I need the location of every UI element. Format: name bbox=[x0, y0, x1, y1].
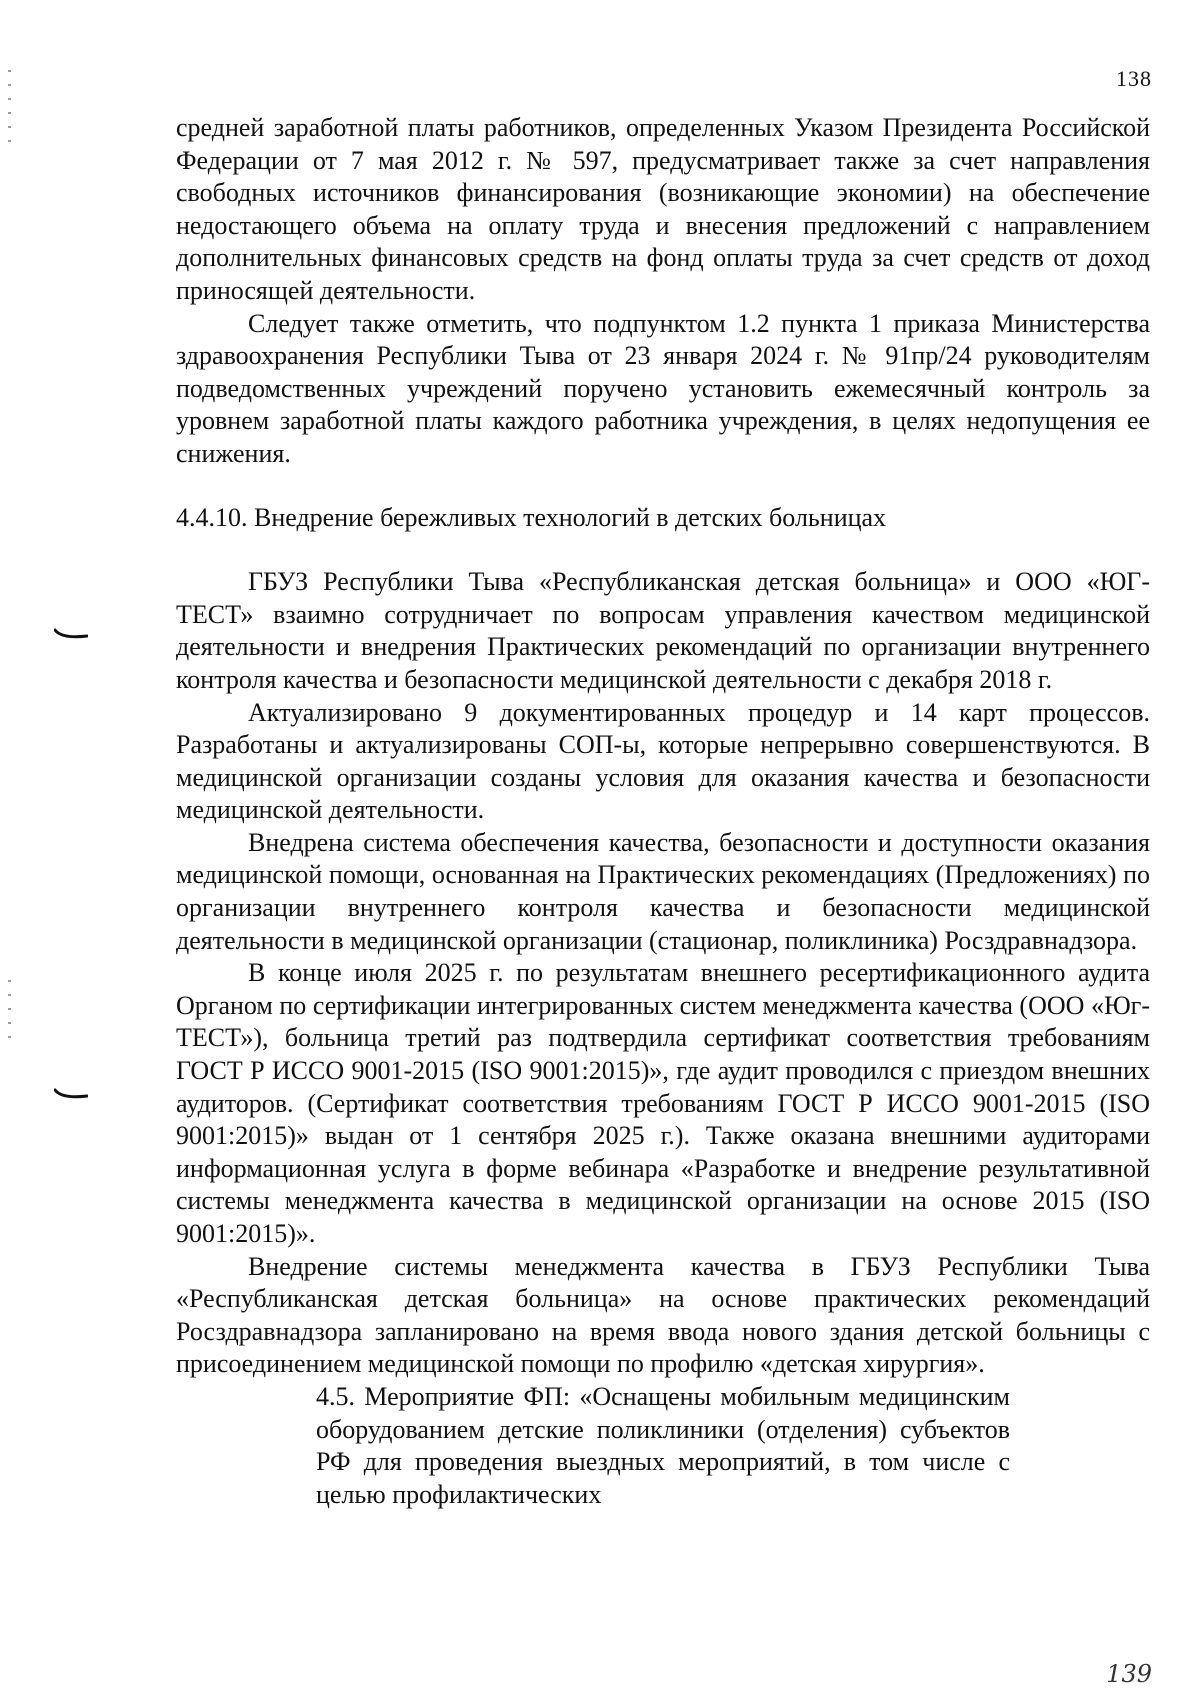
paragraph: Актуализировано 9 документированных процедур и 14 карт процессов. Разработаны и актуализированы СОП-ы, которые непрерывно совершенствуются. В медицинской организации созданы условия для оказания качества и безопасности медицинской деятельности. bbox=[176, 697, 1150, 825]
section-heading: 4.5. Мероприятие ФП: «Оснащены мобильным медицинским оборудованием детские поликлиники (отделения) субъектов РФ для проведения выездных мероприятий, в том числе с целью профилактических bbox=[316, 1381, 1010, 1509]
paragraph: Следует также отметить, что подпунктом 1.2 пункта 1 приказа Министерства здравоохранения Республики Тыва от 23 января 2024 г. № 91пр/24 руководителям подведомственных учреждений поручено установить ежемесячный контроль за уровнем заработной платы каждого работника учреждения, в целях недопущения ее снижения. bbox=[176, 308, 1150, 468]
margin-check-mark bbox=[54, 1088, 88, 1100]
paragraph: ГБУЗ Республики Тыва «Республиканская детская больница» и ООО «ЮГ-ТЕСТ» взаимно сотрудничает по вопросам управления качеством медицинской деятельности и внедрения Практических рекомендаций по организации внутреннего контроля качества и безопасности медицинской деятельности с декабря 2018 г. bbox=[176, 567, 1150, 694]
margin-check-mark bbox=[54, 628, 88, 640]
scan-edge-marks bbox=[8, 980, 11, 1040]
document-body bbox=[176, 112, 1150, 1511]
paragraph: Внедрение системы менеджмента качества в ГБУЗ Республики Тыва «Республиканская детская больница» на основе практических рекомендаций Росздравнадзора запланировано на время ввода нового здания детской больницы с присоединением медицинской помощи по профилю «детская хирургия». bbox=[176, 1251, 1150, 1379]
page-number: 138 bbox=[1116, 66, 1152, 91]
section-heading: 4.4.10. Внедрение бережливых технологий в детских больницах bbox=[176, 502, 887, 532]
paragraph: средней заработной платы работников, определенных Указом Президента Российской Федерации от 7 мая 2012 г. № 597, предусматривает также за счет направления свободных источников финансирования (возникающие экономии) на обеспечение недостающего объема на оплату труда и внесения предложений с направлением дополнительных финансовых средств на фонд оплаты труда за счет средств от доход приносящей деятельности. bbox=[176, 113, 1150, 305]
scan-edge-marks bbox=[8, 70, 11, 150]
paragraph: Внедрена система обеспечения качества, безопасности и доступности оказания медицинской помощи, основанная на Практических рекомендациях (Предложениях) по организации внутреннего контроля качества и безопасности медицинской деятельности в медицинской организации (стационар, поликлиника) Росздравнадзора. bbox=[176, 827, 1150, 955]
handwritten-page-number: 139 bbox=[1106, 1660, 1152, 1688]
paragraph: В конце июля 2025 г. по результатам внешнего ресертификационного аудита Органом по сертификации интегрированных систем менеджмента качества (ООО «Юг-ТЕСТ»), больница третий раз подтвердила сертификат соответствия требованиям ГОСТ Р ИССО 9001-2015 (ISO 9001:2015)», где аудит проводился с приездом внешних аудиторов. (Сертификат соответствия требованиям ГОСТ Р ИССО 9001-2015 (ISO 9001:2015)» выдан от 1 сентября 2025 г.). Также оказана внешними аудиторами информационная услуга в форме вебинара «Разработке и внедрение результативной системы менеджмента качества в медицинской организации на основе 2015 (ISO 9001:2015)». bbox=[176, 958, 1150, 1248]
